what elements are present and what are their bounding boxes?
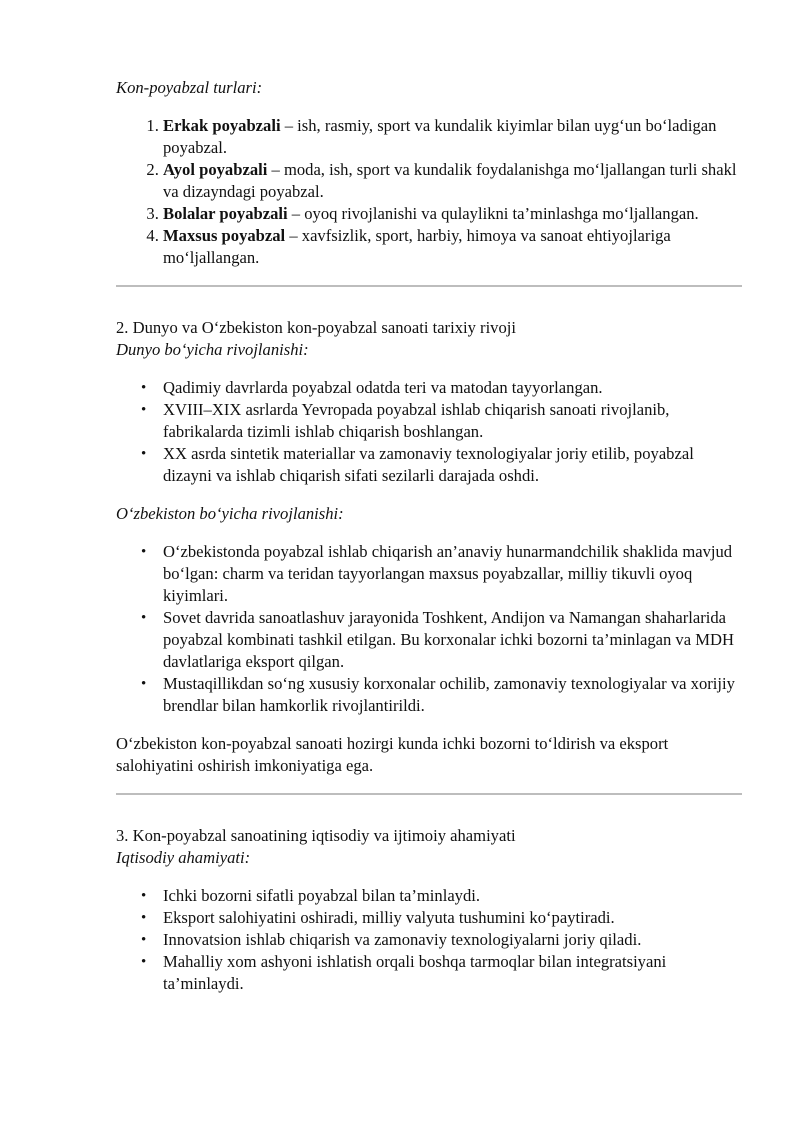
list-item: 2. Ayol poyabzali – moda, ish, sport va kundalik foydalanishga mo‘ljallangan turli shakl va dizayndagi poyabzal.: [163, 159, 742, 203]
list-item: • XVIII–XIX asrlarda Yevropada poyabzal ishlab chiqarish sanoati rivojlanib, fabrikalarda tizimli ishlab chiqarish boshlangan.: [163, 399, 742, 443]
history-conclusion: O‘zbekiston kon-poyabzal sanoati hozirgi kunda ichki bozorni to‘ldirish va eksport salohiyatini oshirish imkoniyatiga ega.: [116, 734, 669, 775]
list-item: • Qadimiy davrlarda poyabzal odatda teri va matodan tayyorlangan.: [163, 377, 742, 399]
list-item: • Ichki bozorni sifatli poyabzal bilan ta’minlaydi.: [163, 885, 742, 907]
world-list: [116, 377, 742, 487]
types-list: [116, 115, 742, 269]
econ-heading: Iqtisodiy ahamiyati:: [116, 848, 251, 867]
list-item: • Mustaqillikdan so‘ng xususiy korxonalar ochilib, zamonaviy texnologiyalar va xorijiy brendlar bilan hamkorlik rivojlantirildi.: [163, 673, 742, 717]
section-title-importance: 3. Kon-poyabzal sanoatining iqtisodiy va ijtimoiy ahamiyati: [116, 826, 516, 845]
list-item: • Mahalliy xom ashyoni ishlatish orqali boshqa tarmoqlar bilan integratsiyani ta’minlaydi.: [163, 951, 742, 995]
uz-list: [116, 541, 742, 717]
list-item: 1. Erkak poyabzali – ish, rasmiy, sport va kundalik kiyimlar bilan uyg‘un bo‘ladigan poyabzal.: [163, 115, 742, 159]
econ-list: [116, 885, 742, 995]
list-item: • O‘zbekistonda poyabzal ishlab chiqarish an’anaviy hunarmandchilik shaklida mavjud bo‘lgan: charm va teridan tayyorlangan maxsus poyabzallar, milliy tikuvli oyoq kiyimlari.: [163, 541, 742, 607]
types-heading: Kon-poyabzal turlari:: [116, 78, 263, 97]
uz-heading: O‘zbekiston bo‘yicha rivojlanishi:: [116, 504, 344, 523]
list-item: 3. Bolalar poyabzali – oyoq rivojlanishi va qulaylikni ta’minlashga mo‘ljallangan.: [163, 203, 742, 225]
section-divider: [116, 793, 742, 795]
list-item: • XX asrda sintetik materiallar va zamonaviy texnologiyalar joriy etilib, poyabzal dizayni va ishlab chiqarish sifati sezilarli darajada oshdi.: [163, 443, 742, 487]
list-item: • Sovet davrida sanoatlashuv jarayonida Toshkent, Andijon va Namangan shaharlarida poyabzal kombinati tashkil etilgan. Bu korxonalar ichki bozorni ta’minlagan va MDH davlatlariga eksport qilgan.: [163, 607, 742, 673]
section-divider: [116, 285, 742, 287]
document-page: [116, 77, 742, 995]
section-title-history: 2. Dunyo va O‘zbekiston kon-poyabzal sanoati tarixiy rivoji: [116, 318, 517, 337]
list-item: • Innovatsion ishlab chiqarish va zamonaviy texnologiyalarni joriy qiladi.: [163, 929, 742, 951]
list-item: 4. Maxsus poyabzal – xavfsizlik, sport, harbiy, himoya va sanoat ehtiyojlariga mo‘ljallangan.: [163, 225, 742, 269]
world-heading: Dunyo bo‘yicha rivojlanishi:: [116, 340, 309, 359]
list-item: • Eksport salohiyatini oshiradi, milliy valyuta tushumini ko‘paytiradi.: [163, 907, 742, 929]
